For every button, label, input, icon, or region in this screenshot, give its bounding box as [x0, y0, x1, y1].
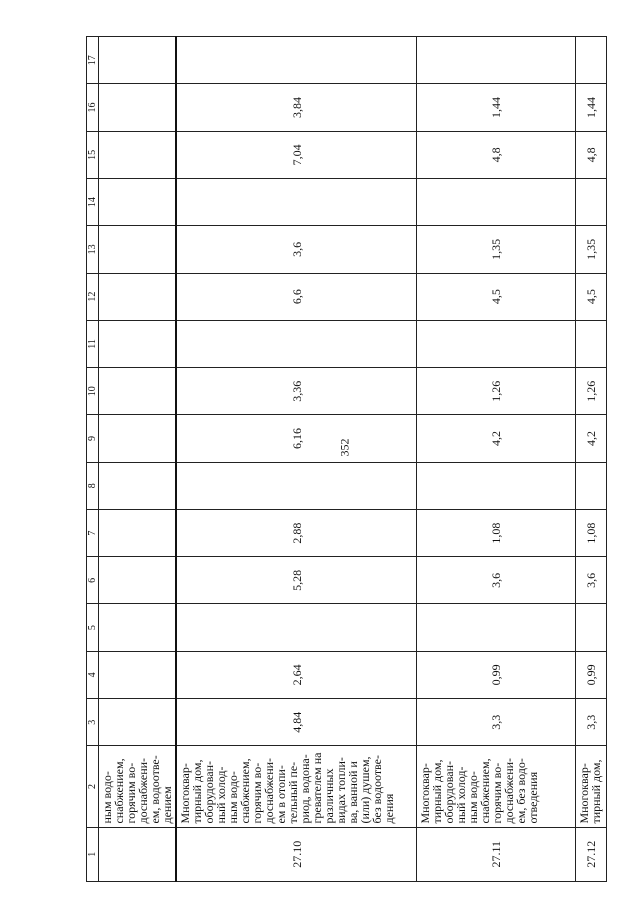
table-cell	[417, 320, 576, 367]
table-cell	[99, 84, 177, 131]
table-cell	[417, 37, 576, 84]
table-cell: 3,6	[576, 557, 607, 604]
table-cell	[99, 699, 177, 746]
column-header: 11	[87, 320, 99, 367]
column-header: 12	[87, 273, 99, 320]
table-cell	[99, 178, 177, 225]
column-header: 15	[87, 131, 99, 178]
table-cell: 1,35	[576, 226, 607, 273]
column-header: 17	[87, 37, 99, 84]
table-cell	[99, 415, 177, 462]
table-cell	[176, 178, 417, 225]
row-code	[99, 827, 177, 881]
table-cell: 2,64	[176, 651, 417, 698]
row-description: Многоквар-тирный дом, оборудован-ный холод-ным водо-снабжением, горячим во-доснабжени-ем, без водо-отведения	[417, 746, 576, 827]
table-row	[99, 37, 177, 882]
table-cell	[99, 557, 177, 604]
table-cell: 3,3	[576, 699, 607, 746]
table-cell	[99, 131, 177, 178]
table-cell: 0,99	[417, 651, 576, 698]
column-header: 3	[87, 699, 99, 746]
norms-table	[86, 36, 607, 882]
column-header: 7	[87, 509, 99, 556]
table-cell	[576, 178, 607, 225]
table-cell	[417, 604, 576, 651]
row-code: 27.10	[176, 827, 417, 881]
table-cell	[176, 37, 417, 84]
table-cell: 4,5	[417, 273, 576, 320]
column-header: 14	[87, 178, 99, 225]
table-cell	[99, 509, 177, 556]
column-header: 13	[87, 226, 99, 273]
table-cell	[417, 462, 576, 509]
table-cell: 5,28	[176, 557, 417, 604]
table-row	[417, 37, 576, 882]
table-cell: 0,99	[576, 651, 607, 698]
column-number-row	[87, 37, 99, 882]
table-cell: 6,6	[176, 273, 417, 320]
table-cell: 4,8	[576, 131, 607, 178]
table-cell: 4,2	[417, 415, 576, 462]
column-header: 8	[87, 462, 99, 509]
table-cell	[99, 273, 177, 320]
table-cell	[576, 462, 607, 509]
column-header: 10	[87, 368, 99, 415]
table-cell: 7,04	[176, 131, 417, 178]
table-cell: 3,36	[176, 368, 417, 415]
table-cell	[176, 320, 417, 367]
table-cell	[99, 604, 177, 651]
table-cell	[99, 651, 177, 698]
table-cell: 4,84	[176, 699, 417, 746]
table-cell: 4,8	[417, 131, 576, 178]
table-cell: 3,3	[417, 699, 576, 746]
row-description: Многоквар-тирный дом, оборудован-ный холод-ным водо-снабжением, горячим во-доснабжени-ем в отопи-тельный пе-риод, водона-гревателем на различных видах топли-ва, ванной и (или) душем, без водоотве-дения	[176, 746, 417, 827]
page-number: 352	[337, 438, 352, 457]
table-cell	[576, 604, 607, 651]
table-cell	[417, 178, 576, 225]
row-code: 27.11	[417, 827, 576, 881]
column-header: 5	[87, 604, 99, 651]
row-description: Многоквар-тирный дом,	[576, 746, 607, 827]
column-header: 1	[87, 827, 99, 881]
table-cell	[99, 320, 177, 367]
column-header: 4	[87, 651, 99, 698]
column-header: 9	[87, 415, 99, 462]
table-cell: 6,16	[176, 415, 417, 462]
table-row	[176, 37, 417, 882]
table-cell: 2,88	[176, 509, 417, 556]
table-cell	[576, 320, 607, 367]
table-cell	[176, 604, 417, 651]
table-cell: 1,26	[417, 368, 576, 415]
table-cell: 3,6	[417, 557, 576, 604]
table-cell: 1,08	[417, 509, 576, 556]
table-cell: 3,84	[176, 84, 417, 131]
table-cell: 3,6	[176, 226, 417, 273]
table-cell	[99, 462, 177, 509]
table-cell	[576, 37, 607, 84]
table-cell: 1,26	[576, 368, 607, 415]
table-cell	[99, 368, 177, 415]
column-header: 16	[87, 84, 99, 131]
table-cell	[99, 37, 177, 84]
table-cell: 1,44	[417, 84, 576, 131]
table-cell	[99, 226, 177, 273]
column-header: 2	[87, 746, 99, 827]
table-cell: 1,08	[576, 509, 607, 556]
table-cell: 4,2	[576, 415, 607, 462]
table-cell	[176, 462, 417, 509]
column-header: 6	[87, 557, 99, 604]
row-description: ным водо-снабжением, горячим во-доснабжени-ем, водоотве-дением	[99, 746, 177, 827]
table-cell: 1,44	[576, 84, 607, 131]
table-cell: 1,35	[417, 226, 576, 273]
table-row	[576, 37, 607, 882]
rotated-table-container	[86, 36, 639, 882]
row-code: 27.12	[576, 827, 607, 881]
table-cell: 4,5	[576, 273, 607, 320]
